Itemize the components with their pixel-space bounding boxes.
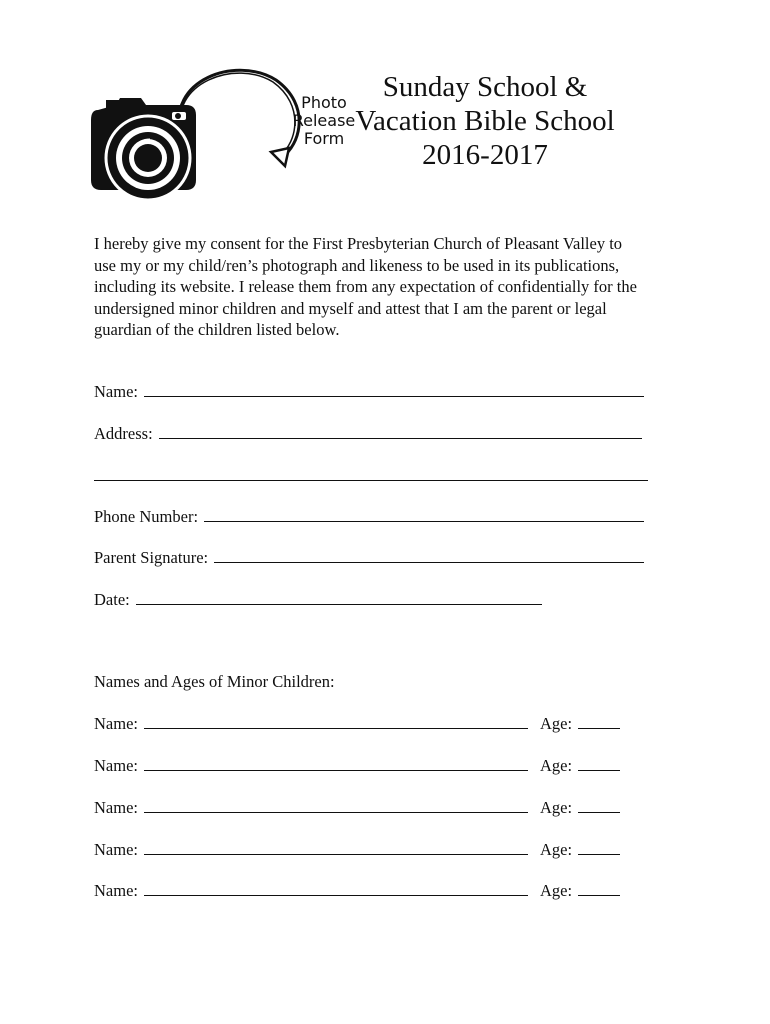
phone-input-line[interactable] xyxy=(204,507,644,522)
child-age-input-line[interactable] xyxy=(578,881,620,896)
child-age-part xyxy=(540,881,620,901)
camera-icon xyxy=(86,60,306,205)
consent-line: including its website. I release them from any expectation of confidentially for the xyxy=(94,277,637,296)
title-line: 2016-2017 xyxy=(422,139,548,171)
consent-line: I hereby give my consent for the First Presbyterian Church of Pleasant Valley to xyxy=(94,234,623,253)
child-age-input-line[interactable] xyxy=(578,840,620,855)
child-age-input-line[interactable] xyxy=(578,714,620,729)
child-name-input-line[interactable] xyxy=(144,881,528,896)
child-age-part xyxy=(540,756,620,776)
logo-line: Photo xyxy=(301,93,347,112)
page-title xyxy=(330,70,640,172)
child-age-label: Age: xyxy=(540,881,573,900)
child-age-input-line[interactable] xyxy=(578,798,620,813)
child-age-label: Age: xyxy=(540,798,573,817)
address-field-row xyxy=(94,424,642,444)
signature-input-line[interactable] xyxy=(214,548,644,563)
child-name-part xyxy=(94,798,528,818)
child-name-label: Name: xyxy=(94,714,138,733)
child-age-label: Age: xyxy=(540,756,573,775)
child-name-label: Name: xyxy=(94,756,138,775)
child-name-part xyxy=(94,714,528,734)
child-name-input-line[interactable] xyxy=(144,798,528,813)
child-name-part xyxy=(94,881,528,901)
photo-release-logo xyxy=(86,60,356,205)
date-field-row xyxy=(94,590,542,610)
child-name-input-line[interactable] xyxy=(144,840,528,855)
logo-line: Release xyxy=(292,111,356,130)
date-label: Date: xyxy=(94,590,130,609)
date-input-line[interactable] xyxy=(136,590,542,605)
phone-field-row xyxy=(94,507,644,527)
consent-paragraph xyxy=(94,233,694,341)
title-line: Vacation Bible School xyxy=(355,105,615,137)
logo-line: Form xyxy=(303,129,345,148)
children-section-title: Names and Ages of Minor Children: xyxy=(94,672,335,691)
name-input-line[interactable] xyxy=(144,382,644,397)
child-age-input-line[interactable] xyxy=(578,756,620,771)
child-name-label: Name: xyxy=(94,840,138,859)
name-label: Name: xyxy=(94,382,138,401)
address-input-line[interactable] xyxy=(159,424,642,439)
child-name-input-line[interactable] xyxy=(144,714,528,729)
address-label: Address: xyxy=(94,424,153,443)
child-age-part xyxy=(540,840,620,860)
child-name-part xyxy=(94,840,528,860)
consent-line: undersigned minor children and myself and attest that I am the parent or legal xyxy=(94,298,607,318)
consent-line: guardian of the children listed below. xyxy=(94,320,340,339)
title-line: Sunday School & xyxy=(382,71,588,103)
child-name-part xyxy=(94,756,528,776)
child-age-label: Age: xyxy=(540,840,573,859)
child-name-label: Name: xyxy=(94,881,138,900)
address-line-2-row xyxy=(94,466,648,481)
child-age-part xyxy=(540,798,620,818)
address-line-2-input[interactable] xyxy=(94,466,648,481)
name-field-row xyxy=(94,382,644,402)
phone-label: Phone Number: xyxy=(94,507,199,526)
child-name-input-line[interactable] xyxy=(144,756,528,771)
consent-line: use my or my child/ren’s photograph and likeness to be used in its publications, xyxy=(94,255,620,275)
child-age-part xyxy=(540,714,620,734)
child-name-label: Name: xyxy=(94,798,138,817)
signature-label: Parent Signature: xyxy=(94,548,209,567)
child-age-label: Age: xyxy=(540,714,573,733)
signature-field-row xyxy=(94,548,644,568)
